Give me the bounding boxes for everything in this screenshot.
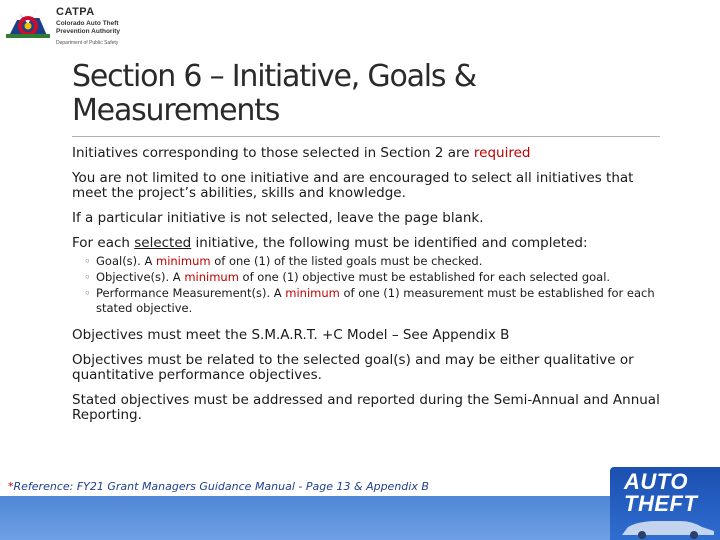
paragraph-leave-blank: If a particular initiative is not selected, leave the page blank.	[72, 210, 484, 226]
logo-name-line1: Colorado Auto Theft	[56, 20, 119, 27]
slide-title	[72, 60, 632, 128]
colorado-flag-icon	[6, 4, 50, 40]
logo-name-line2: Prevention Authority	[56, 28, 121, 35]
auto-theft-badge	[610, 467, 720, 540]
selected-underlined: selected	[134, 235, 192, 251]
list-item-objectives: ◦ Objective(s). A minimum of one (1) objective must be established for each selected goal.	[84, 270, 672, 285]
car-icon	[618, 517, 718, 539]
paragraph-objectives-related: Objectives must be related to the selected goal(s) and may be either qualitative or quantitative performance objectives.	[72, 352, 634, 383]
paragraph-each-selected: For each selected initiative, the following must be identified and completed:	[72, 235, 588, 251]
required-emphasis: required	[473, 145, 531, 161]
catpa-logo	[6, 4, 136, 46]
title-divider	[72, 136, 660, 137]
requirements-list	[84, 254, 672, 316]
reference-footnote: *Reference: FY21 Grant Managers Guidance Manual - Page 13 & Appendix B	[8, 480, 429, 493]
paragraph-required: Initiatives corresponding to those selected in Section 2 are required	[72, 145, 531, 161]
title-line-2: Measurements	[72, 93, 280, 128]
badge-word-theft: THEFT	[624, 491, 698, 516]
slide-body	[72, 146, 672, 433]
logo-acronym: CATPA	[56, 6, 95, 18]
paragraph-reporting: Stated objectives must be addressed and reported during the Semi-Annual and Annual Reporting.	[72, 392, 660, 423]
list-item-goals: ◦ Goal(s). A minimum of one (1) of the listed goals must be checked.	[84, 254, 672, 269]
paragraph-smart-model: Objectives must meet the S.M.A.R.T. +C Model – See Appendix B	[72, 327, 510, 343]
paragraph-not-limited: You are not limited to one initiative and are encouraged to select all initiatives that meet the project’s abilities, skills and knowledge.	[72, 170, 634, 201]
badge-word-auto: AUTO	[624, 469, 688, 494]
logo-department: Department of Public Safety	[56, 40, 119, 46]
title-line-1: Section 6 – Initiative, Goals &	[72, 59, 476, 94]
list-item-measurements: ◦ Performance Measurement(s). A minimum of one (1) measurement must be established for each stated objective.	[84, 286, 672, 316]
